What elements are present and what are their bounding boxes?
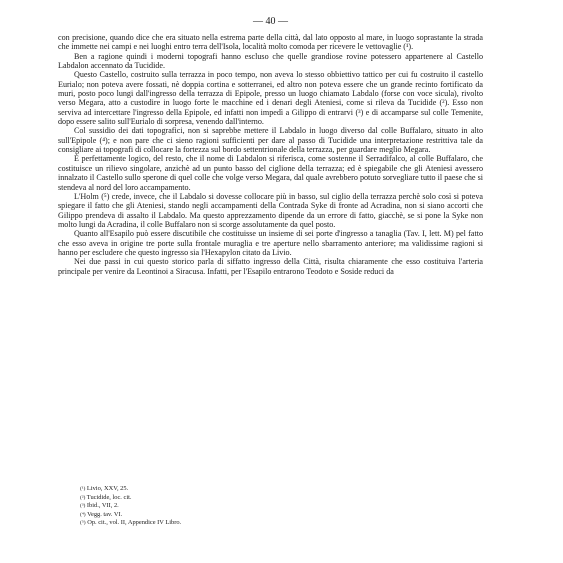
footnote-2 [80, 494, 340, 503]
book-page [58, 0, 483, 563]
footnote-3 [80, 502, 340, 511]
footnote-mark: (⁴) [80, 511, 86, 518]
paragraph-5: È perfettamente logico, del resto, che il nome di Labdalon si riferisca, come sostenne il Serradifalco, al colle Buffalaro, che costituisce un rilievo singolare, anzichè ad un punto basso del ciglione della terrazza; ed è spiegabile che gli Ateniesi avessero innalzato il Castello sullo sperone di quel colle che volge verso Megara, dal quale avrebbero potuto sorvegliare tutto il paese che si stendeva al nord del loro accampamento. [58, 154, 483, 192]
paragraph-7: Quanto all'Esapilo può essere discutibile che costituisse un insieme di sei porte d'ingresso a tanaglia (Tav. I, lett. M) pel fatto che esso aveva in origine tre porte sulla frontale muraglia e tre aperture nello sbarramento anteriore; ma validissime ragioni si hanno per escludere che questo ingresso sia l'Hexapylon citato da Livio. [58, 229, 483, 257]
footnote-1 [80, 485, 340, 494]
paragraph-1: con precisione, quando dice che era situato nella estrema parte della città, dal lato opposto al mare, in luogo soprastante la strada che immette nei campi e nei luoghi entro terra dell'Isola, località molto comoda per ricevere le vettovaglie (¹). [58, 33, 483, 52]
paragraph-4: Col sussidio dei dati topografici, non si saprebbe mettere il Labdalo in luogo diverso dal colle Buffalaro, situato in alto sull'Epipole (⁴); e non pare che ci sieno ragioni sufficienti per dare al passo di Tucidide una interpretazione restrittiva tale da consigliare ai topografi di collocare la fortezza sul bordo settentrionale della terrazza, per guardare meglio Megara. [58, 126, 483, 155]
paragraph-8: Nei due passi in cui questo storico parla di siffatto ingresso della Città, risulta chiaramente che esso costituiva l'arteria principale per venire da Leontinoi a Siracusa. Infatti, per l'Esapilo entrarono Teodoto e Soside reduci da [58, 257, 483, 276]
footnote-text: Tucidide, loc. cit. [86, 493, 132, 501]
footnote-mark: (⁵) [80, 520, 86, 527]
page-number: — 40 — [253, 16, 288, 27]
footnote-text: Ibid., VII, 2. [86, 502, 119, 510]
paragraph-6: L'Holm (⁵) crede, invece, che il Labdalo si dovesse collocare più in basso, sul ciglio della terrazza perchè solo così si poteva spiegare il fatto che gli Ateniesi, stando negli accampamenti della Contrada Syke di fronte ad Acradina, non si siano accorti che Gilippo prendeva di assalto il Labdalo. Ma questo apprezzamento dipende da un errore di fatto, giacchè, se si pone la Syke non molto lungi da Acradina, il colle Buffalaro non si scorge assolutamente da quel posto. [58, 191, 483, 229]
body-text [58, 33, 483, 276]
paragraph-3: Questo Castello, costruito sulla terrazza in poco tempo, non aveva lo stesso obbiettivo tattico per cui fu costruito il castello Eurialo; non poteva avere fossati, nè doppia cortina e sotterranei, ed altro non poteva essere che un grande recinto fortificato da muri, posto poco lungi dall'ingresso della terrazza di Epipole, presso un luogo chiamato Labdalo (forse con voce sicula), rivolto verso Megara, atto a custodire in luogo forte le macchine ed i denari degli Ateniesi, come si rileva da Tucidide (²). Esso non serviva ad intercettare l'ingresso della Epipole, ed infatti non impedì a Gilippo di entrarvi (³) e di accamparse sul colle Temenite, dopo essere salito sull'Eurialo di sorpresa, venendo dall'interno. [58, 70, 483, 127]
footnotes [80, 485, 340, 528]
footnote-5 [80, 519, 340, 528]
footnote-text: Vegg. tav. VI. [87, 510, 123, 518]
footnote-text: Op. cit., vol. II, Appendice IV Libro. [87, 519, 182, 527]
footnote-mark: (²) [80, 494, 86, 501]
footnote-mark: (¹) [80, 486, 86, 492]
footnote-4 [80, 511, 340, 520]
paragraph-2: Ben a ragione quindi i moderni topografi hanno escluso che quelle grandiose rovine potessero appartenere al Castello Labdalon accennato da Tucidide. [58, 51, 483, 71]
footnote-mark: (³) [80, 503, 86, 510]
footnote-text: Livio, XXV, 25. [86, 485, 129, 492]
